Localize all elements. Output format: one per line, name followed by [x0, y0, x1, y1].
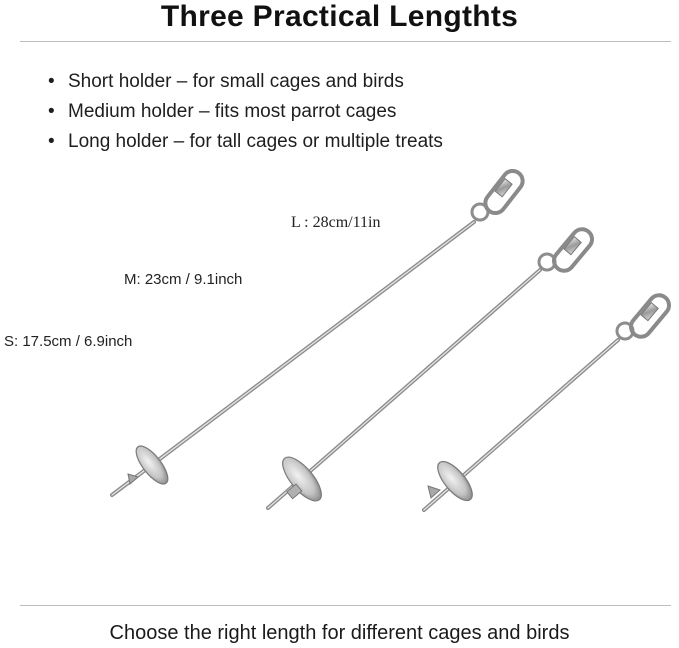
short-size-label: S: 17.5cm / 6.9inch	[4, 333, 133, 350]
bullet-icon: •	[48, 101, 55, 122]
bottom-divider	[20, 605, 671, 606]
footer-caption: Choose the right length for different cages and birds	[109, 622, 570, 644]
medium-size-label: M: 23cm / 9.1inch	[124, 271, 243, 288]
page-title: Three Practical Lengthts	[160, 0, 519, 33]
list-item-text: Short holder – for small cages and birds	[68, 71, 404, 92]
list-item-text: Medium holder – fits most parrot cages	[68, 101, 397, 122]
long-size-label: L : 28cm/11in	[291, 214, 381, 231]
medium-skewer	[268, 225, 596, 508]
short-skewer	[424, 291, 673, 510]
bullet-icon: •	[48, 71, 55, 92]
bullet-icon: •	[48, 131, 55, 152]
list-item-text: Long holder – for tall cages or multiple treats	[68, 131, 443, 152]
